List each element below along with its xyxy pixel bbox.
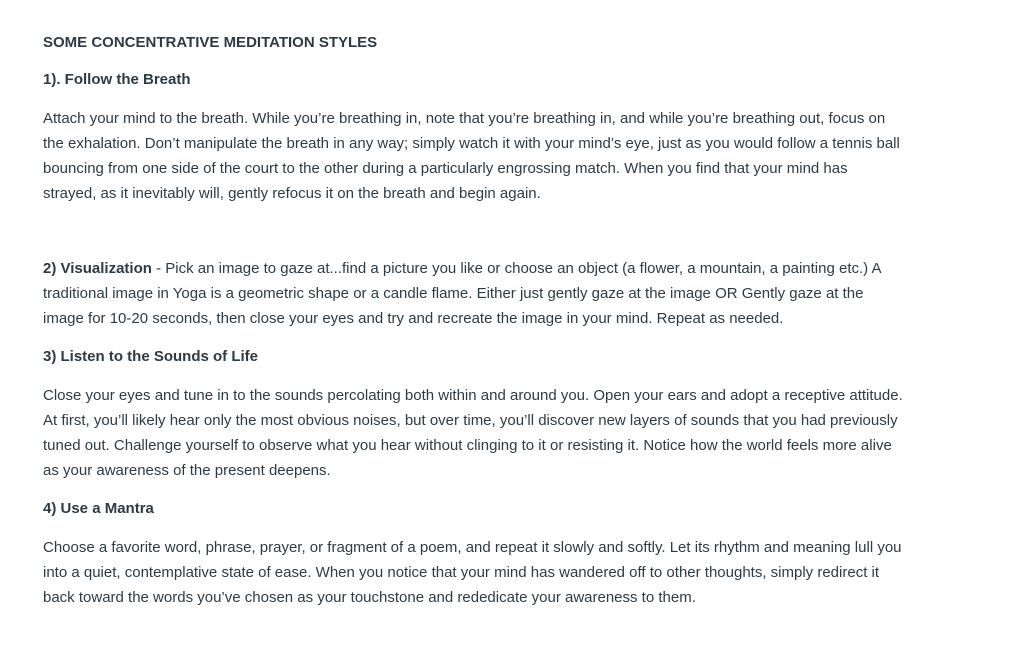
section-visualization	[43, 256, 903, 331]
section-body-follow-the-breath: Attach your mind to the breath. While you’re breathing in, note that you’re breathing in, and while you’re breathing out, focus on the exhalation. Don’t manipulate the breath in any way; simply watch it with your mind’s eye, just as you would follow a tennis ball bouncing from one side of the court to the other during a particularly engrossing match. When you find that your mind has strayed, as it inevitably will, gently refocus it on the breath and begin again.	[43, 110, 900, 202]
page-title: SOME CONCENTRATIVE MEDITATION STYLES	[43, 34, 378, 51]
section-heading-follow-the-breath: 1). Follow the Breath	[43, 71, 191, 88]
section-heading-use-a-mantra: 4) Use a Mantra	[43, 500, 154, 517]
section-spacer	[43, 221, 903, 256]
section-body-use-a-mantra: Choose a favorite word, phrase, prayer, or fragment of a poem, and repeat it slowly and softly. Let its rhythm and meaning lull you into a quiet, contemplative state of ease. When you notice that your mind has wandered off to other thoughts, simply redirect it back toward the words you’ve chosen as your touchstone and rededicate your awareness to them.	[43, 539, 902, 606]
section-heading-listen-to-sounds: 3) Listen to the Sounds of Life	[43, 348, 258, 365]
section-heading-visualization: 2) Visualization	[43, 260, 152, 277]
document-content	[43, 32, 903, 625]
section-body-visualization: - Pick an image to gaze at...find a picture you like or choose an object (a flower, a mountain, a painting etc.) A traditional image in Yoga is a geometric shape or a candle flame. Either just gently gaze at the image OR Gently gaze at the image for 10-20 seconds, then close your eyes and try and recreate the image in your mind. Repeat as needed.	[43, 260, 881, 327]
section-body-listen-to-sounds: Close your eyes and tune in to the sounds percolating both within and around you. Open your ears and adopt a receptive attitude. At first, you’ll likely hear only the most obvious noises, but over time, you’ll discover new layers of sounds that you had previously tuned out. Challenge yourself to observe what you hear without clinging to it or resisting it. Notice how the world feels more alive as your awareness of the present deepens.	[43, 387, 903, 479]
